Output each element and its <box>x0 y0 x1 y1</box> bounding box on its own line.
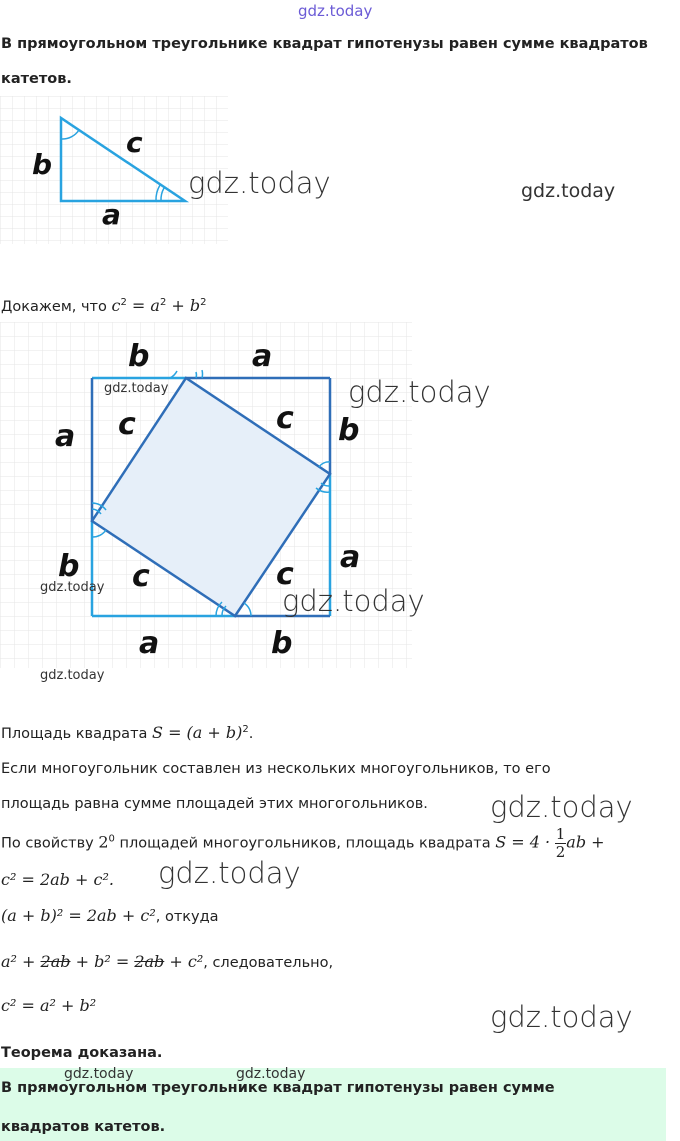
area-prefix: Площадь квадрата <box>1 726 153 742</box>
equation-2: a² + 2ab + b² = 2ab + c², следовательно, <box>1 952 334 971</box>
label-c-bottom-right: c <box>276 557 294 592</box>
watermark: gdz.today <box>236 1066 306 1082</box>
watermark: gdz.today <box>158 856 301 890</box>
property-middle: площадей многоугольников, площадь квадрата <box>114 835 496 852</box>
property-exp: 0 <box>108 833 115 845</box>
label-c-top-left: c <box>118 407 136 442</box>
equation-3: c² = a² + b² <box>1 996 97 1015</box>
struck-term-1: 2ab <box>40 952 71 971</box>
theorem-line-1: В прямоугольном треугольнике квадрат гипотенузы равен сумме квадратов <box>1 36 648 52</box>
watermark: gdz.today <box>490 790 633 824</box>
property-statement <box>1 826 605 861</box>
watermark: gdz.today <box>282 584 425 618</box>
label-left-a: a <box>55 419 76 454</box>
property-number: 2 <box>98 832 109 852</box>
footer-line-2: квадратов катетов. <box>1 1119 166 1135</box>
label-top-a: a <box>252 339 273 374</box>
label-b: b <box>32 148 53 181</box>
label-c-bottom-left: c <box>132 559 150 594</box>
area-formula: S = (a + b) <box>152 723 243 742</box>
label-right-b: b <box>338 413 360 448</box>
rule-line-1: Если многоугольник составлен из нескольких многоугольников, то его <box>1 761 551 777</box>
label-bottom-a: a <box>139 626 160 661</box>
watermark: gdz.today <box>40 580 105 595</box>
prove-c: c <box>111 296 121 315</box>
label-left-b: b <box>58 549 80 584</box>
watermark: gdz.today <box>348 375 491 409</box>
property-tail: ab + <box>566 832 605 852</box>
footer-line-1: В прямоугольном треугольнике квадрат гипотенузы равен сумме <box>1 1080 555 1096</box>
equation-1 <box>1 906 219 925</box>
fraction-half: $\frac{1}{2}$ <box>555 825 566 861</box>
eq1-formula: (a + b)² = 2ab + c² <box>1 906 156 925</box>
watermark: gdz.today <box>490 1000 633 1034</box>
struck-term-2: 2ab <box>134 952 165 971</box>
watermark: gdz.today <box>64 1066 134 1082</box>
label-c-top-right: c <box>276 401 294 436</box>
prove-statement: Докажем, что $c^2 = a^2 + b^2$ <box>1 296 207 315</box>
label-c: c <box>126 126 143 159</box>
label-top-b: b <box>128 339 150 374</box>
label-bottom-b: b <box>271 626 293 661</box>
eq2-suffix: , следовательно, <box>203 955 334 971</box>
watermark: gdz.today <box>188 166 331 200</box>
eq1-suffix: , откуда <box>155 909 219 925</box>
rule-line-2: площадь равна сумме площадей этих многогольников. <box>1 796 428 812</box>
watermark-top: gdz.today <box>298 2 373 20</box>
watermark: gdz.today <box>40 668 105 683</box>
theorem-proved: Теорема доказана. <box>1 1045 163 1061</box>
watermark: gdz.today <box>521 180 616 202</box>
prove-b: b <box>189 296 201 315</box>
watermark: gdz.today <box>104 381 169 396</box>
property-line-2: c² = 2ab + c². <box>1 870 114 889</box>
label-a: a <box>102 198 121 231</box>
property-prefix: По свойству <box>1 835 99 852</box>
theorem-line-2: катетов. <box>1 71 72 87</box>
prove-a: a <box>150 296 160 315</box>
property-formula: S = 4 · <box>495 832 551 852</box>
prove-text: Докажем, что <box>1 299 112 315</box>
area-statement: Площадь квадрата $S = (a + b)^2$. <box>1 723 254 742</box>
label-right-a: a <box>340 540 361 575</box>
area-suffix: . <box>248 726 254 742</box>
